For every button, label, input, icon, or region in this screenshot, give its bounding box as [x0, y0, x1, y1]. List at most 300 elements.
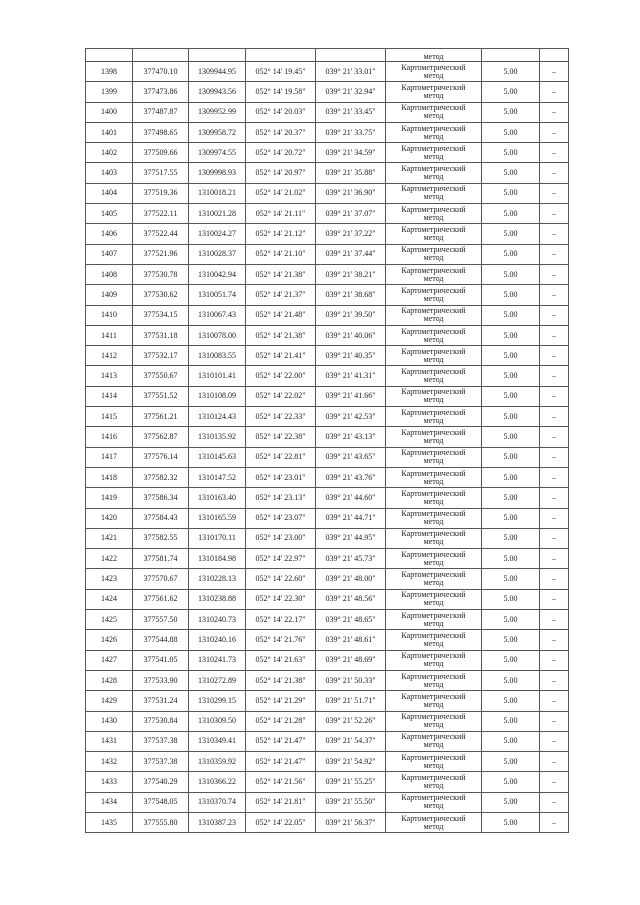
cell-method	[386, 752, 482, 772]
table-row	[86, 630, 569, 650]
cell-method	[386, 285, 482, 305]
cell-point-number: 1428	[86, 670, 133, 690]
cell-dash: –	[540, 528, 569, 548]
method-line-2: метод	[423, 253, 444, 263]
cell-latitude: 052° 14' 22.81"	[246, 447, 316, 467]
cell-longitude: 039° 21' 44.71"	[316, 508, 386, 528]
cell-accuracy: 5.00	[482, 366, 540, 386]
cell-method	[386, 772, 482, 792]
cell-method-partial: метод	[386, 49, 482, 62]
cell-longitude: 039° 21' 48.65"	[316, 610, 386, 630]
cell-method	[386, 569, 482, 589]
method-line-1: Картометрический	[401, 448, 466, 458]
cell-point-number: 1427	[86, 650, 133, 670]
method-line-1: Картометрический	[401, 570, 466, 580]
cell-dash: –	[540, 731, 569, 751]
cell-y: 1310024.27	[189, 224, 246, 244]
cell-x: 377541.05	[133, 650, 189, 670]
method-line-1: Картометрический	[401, 62, 466, 72]
method-line-1: Картометрический	[401, 427, 466, 437]
cell-longitude: 039° 21' 42.53"	[316, 407, 386, 427]
cell-x: 377581.74	[133, 549, 189, 569]
cell-longitude: 039° 21' 51.71"	[316, 691, 386, 711]
cell-dash: –	[540, 508, 569, 528]
cell-point-number: 1409	[86, 285, 133, 305]
cell-point-number: 1422	[86, 549, 133, 569]
cell-accuracy: 5.00	[482, 82, 540, 102]
cell-accuracy: 5.00	[482, 731, 540, 751]
cell-dash: –	[540, 366, 569, 386]
cell-y: 1310184.98	[189, 549, 246, 569]
cell-empty	[482, 49, 540, 62]
cell-point-number: 1401	[86, 122, 133, 142]
method-line-2: метод	[423, 233, 444, 243]
cell-y: 1310349.41	[189, 731, 246, 751]
cell-latitude: 052° 14' 22.38"	[246, 427, 316, 447]
cell-y: 1310021.28	[189, 204, 246, 224]
cell-accuracy: 5.00	[482, 812, 540, 832]
cell-method	[386, 102, 482, 122]
cell-latitude: 052° 14' 23.13"	[246, 488, 316, 508]
cell-latitude: 052° 14' 20.03"	[246, 102, 316, 122]
cell-method	[386, 812, 482, 832]
cell-y: 1310083.55	[189, 346, 246, 366]
cell-latitude: 052° 14' 19.58"	[246, 82, 316, 102]
table-row	[86, 62, 569, 82]
cell-dash: –	[540, 589, 569, 609]
cell-point-number: 1433	[86, 772, 133, 792]
cell-y: 1310108.09	[189, 386, 246, 406]
cell-x: 377586.34	[133, 488, 189, 508]
cell-point-number: 1431	[86, 731, 133, 751]
method-line-1: Картометрический	[401, 326, 466, 336]
method-line-1: Картометрический	[401, 732, 466, 742]
cell-method	[386, 488, 482, 508]
cell-dash: –	[540, 285, 569, 305]
cell-x: 377530.78	[133, 264, 189, 284]
cell-point-number: 1424	[86, 589, 133, 609]
method-line-2: метод	[423, 354, 444, 364]
cell-method	[386, 427, 482, 447]
cell-accuracy: 5.00	[482, 102, 540, 122]
cell-latitude: 052° 14' 21.41"	[246, 346, 316, 366]
method-line-2: метод	[423, 212, 444, 222]
cell-dash: –	[540, 82, 569, 102]
table-row	[86, 772, 569, 792]
cell-x: 377509.66	[133, 143, 189, 163]
cell-accuracy: 5.00	[482, 508, 540, 528]
method-line-2: метод	[423, 192, 444, 202]
cell-accuracy: 5.00	[482, 285, 540, 305]
cell-longitude: 039° 21' 43.76"	[316, 467, 386, 487]
cell-x: 377557.50	[133, 610, 189, 630]
table-row	[86, 792, 569, 812]
method-line-1: Картометрический	[401, 245, 466, 255]
cell-method	[386, 630, 482, 650]
cell-x: 377537.38	[133, 731, 189, 751]
cell-y: 1310147.52	[189, 467, 246, 487]
cell-latitude: 052° 14' 23.00"	[246, 528, 316, 548]
cell-accuracy: 5.00	[482, 163, 540, 183]
cell-y: 1309998.93	[189, 163, 246, 183]
cell-dash: –	[540, 549, 569, 569]
cell-dash: –	[540, 670, 569, 690]
cell-longitude: 039° 21' 41.66"	[316, 386, 386, 406]
cell-accuracy: 5.00	[482, 305, 540, 325]
method-line-1: Картометрический	[401, 367, 466, 377]
table-row	[86, 346, 569, 366]
cell-latitude: 052° 14' 21.47"	[246, 752, 316, 772]
method-line-1: Картометрический	[401, 468, 466, 478]
cell-x: 377533.90	[133, 670, 189, 690]
cell-dash: –	[540, 630, 569, 650]
cell-point-number: 1429	[86, 691, 133, 711]
cell-x: 377562.87	[133, 427, 189, 447]
method-line-1: Картометрический	[401, 164, 466, 174]
cell-point-number: 1435	[86, 812, 133, 832]
cell-method	[386, 224, 482, 244]
cell-y: 1310240.16	[189, 630, 246, 650]
cell-longitude: 039° 21' 55.25"	[316, 772, 386, 792]
cell-x: 377584.43	[133, 508, 189, 528]
cell-longitude: 039° 21' 44.60"	[316, 488, 386, 508]
method-line-2: метод	[423, 172, 444, 182]
cell-latitude: 052° 14' 22.02"	[246, 386, 316, 406]
cell-latitude: 052° 14' 21.10"	[246, 244, 316, 264]
method-line-2: метод	[423, 740, 444, 750]
cell-longitude: 039° 21' 37.07"	[316, 204, 386, 224]
cell-accuracy: 5.00	[482, 467, 540, 487]
cell-dash: –	[540, 691, 569, 711]
cell-accuracy: 5.00	[482, 224, 540, 244]
method-line-1: Картометрический	[401, 529, 466, 539]
method-line-1: Картометрический	[401, 143, 466, 153]
cell-x: 377531.18	[133, 325, 189, 345]
cell-x: 377537.38	[133, 752, 189, 772]
cell-accuracy: 5.00	[482, 630, 540, 650]
method-line-2: метод	[423, 293, 444, 303]
cell-method	[386, 183, 482, 203]
cell-empty	[133, 49, 189, 62]
method-line-1: Картометрический	[401, 590, 466, 600]
cell-accuracy: 5.00	[482, 752, 540, 772]
method-line-2: метод	[423, 273, 444, 283]
table-row	[86, 670, 569, 690]
cell-point-number: 1425	[86, 610, 133, 630]
cell-dash: –	[540, 650, 569, 670]
method-line-1: Картометрический	[401, 712, 466, 722]
cell-accuracy: 5.00	[482, 325, 540, 345]
cell-x: 377532.17	[133, 346, 189, 366]
cell-accuracy: 5.00	[482, 122, 540, 142]
cell-longitude: 039° 21' 34.59"	[316, 143, 386, 163]
table-row	[86, 82, 569, 102]
table-row	[86, 752, 569, 772]
cell-method	[386, 589, 482, 609]
cell-method	[386, 407, 482, 427]
cell-point-number: 1403	[86, 163, 133, 183]
cell-x: 377522.11	[133, 204, 189, 224]
method-line-2: метод	[423, 90, 444, 100]
table-row	[86, 204, 569, 224]
cell-latitude: 052° 14' 21.48"	[246, 305, 316, 325]
cell-dash: –	[540, 711, 569, 731]
cell-y: 1310028.37	[189, 244, 246, 264]
cell-latitude: 052° 14' 21.02"	[246, 183, 316, 203]
cell-point-number: 1430	[86, 711, 133, 731]
cell-longitude: 039° 21' 40.35"	[316, 346, 386, 366]
cell-longitude: 039° 21' 39.50"	[316, 305, 386, 325]
cell-point-number: 1406	[86, 224, 133, 244]
cell-x: 377551.52	[133, 386, 189, 406]
cell-latitude: 052° 14' 23.01"	[246, 467, 316, 487]
cell-x: 377517.55	[133, 163, 189, 183]
method-line-2: метод	[423, 131, 444, 141]
method-line-1: Картометрический	[401, 488, 466, 498]
cell-y: 1310145.63	[189, 447, 246, 467]
cell-y: 1310241.73	[189, 650, 246, 670]
table-row	[86, 407, 569, 427]
table-row	[86, 711, 569, 731]
method-line-2: метод	[423, 395, 444, 405]
cell-x: 377544.88	[133, 630, 189, 650]
method-line-1: Картометрический	[401, 346, 466, 356]
cell-x: 377521.96	[133, 244, 189, 264]
cell-x: 377531.24	[133, 691, 189, 711]
cell-x: 377555.80	[133, 812, 189, 832]
cell-method	[386, 143, 482, 163]
table-row	[86, 447, 569, 467]
cell-y: 1309952.99	[189, 102, 246, 122]
cell-accuracy: 5.00	[482, 346, 540, 366]
cell-point-number: 1418	[86, 467, 133, 487]
cell-y: 1310387.23	[189, 812, 246, 832]
table-row	[86, 305, 569, 325]
method-line-2: метод	[423, 375, 444, 385]
cell-longitude: 039° 21' 43.65"	[316, 447, 386, 467]
cell-empty	[86, 49, 133, 62]
cell-method	[386, 610, 482, 630]
coordinates-table	[85, 48, 569, 833]
cell-latitude: 052° 14' 21.56"	[246, 772, 316, 792]
cell-latitude: 052° 14' 22.05"	[246, 812, 316, 832]
method-line-2: метод	[423, 720, 444, 730]
cell-longitude: 039° 21' 48.00"	[316, 569, 386, 589]
cell-latitude: 052° 14' 21.38"	[246, 264, 316, 284]
cell-dash: –	[540, 812, 569, 832]
cell-y: 1310228.13	[189, 569, 246, 589]
method-line-1: Картометрический	[401, 691, 466, 701]
cell-point-number: 1402	[86, 143, 133, 163]
method-line-1: Картометрический	[401, 285, 466, 295]
cell-accuracy: 5.00	[482, 711, 540, 731]
cell-latitude: 052° 14' 23.07"	[246, 508, 316, 528]
cell-longitude: 039° 21' 50.33"	[316, 670, 386, 690]
coordinates-table-body	[86, 49, 569, 833]
cell-point-number: 1408	[86, 264, 133, 284]
cell-dash: –	[540, 346, 569, 366]
cell-point-number: 1410	[86, 305, 133, 325]
cell-method	[386, 711, 482, 731]
table-row	[86, 122, 569, 142]
method-line-1: Картометрический	[401, 752, 466, 762]
table-row	[86, 143, 569, 163]
cell-longitude: 039° 21' 32.94"	[316, 82, 386, 102]
table-row	[86, 163, 569, 183]
method-line-1: Картометрический	[401, 265, 466, 275]
cell-latitude: 052° 14' 22.30"	[246, 589, 316, 609]
cell-method	[386, 792, 482, 812]
cell-method	[386, 508, 482, 528]
cell-longitude: 039° 21' 55.50"	[316, 792, 386, 812]
cell-longitude: 039° 21' 54.92"	[316, 752, 386, 772]
cell-accuracy: 5.00	[482, 549, 540, 569]
cell-method	[386, 204, 482, 224]
table-row	[86, 610, 569, 630]
table-row	[86, 488, 569, 508]
cell-method	[386, 62, 482, 82]
cell-method	[386, 670, 482, 690]
cell-point-number: 1415	[86, 407, 133, 427]
cell-x: 377582.32	[133, 467, 189, 487]
cell-x: 377576.14	[133, 447, 189, 467]
cell-dash: –	[540, 752, 569, 772]
cell-accuracy: 5.00	[482, 386, 540, 406]
method-line-1: Картометрический	[401, 651, 466, 661]
cell-accuracy: 5.00	[482, 650, 540, 670]
cell-accuracy: 5.00	[482, 670, 540, 690]
cell-y: 1310359.92	[189, 752, 246, 772]
cell-longitude: 039° 21' 35.88"	[316, 163, 386, 183]
method-line-2: метод	[423, 111, 444, 121]
method-line-2: метод	[423, 801, 444, 811]
cell-dash: –	[540, 244, 569, 264]
cell-dash: –	[540, 386, 569, 406]
cell-accuracy: 5.00	[482, 792, 540, 812]
table-row	[86, 569, 569, 589]
cell-longitude: 039° 21' 44.95"	[316, 528, 386, 548]
cell-point-number: 1400	[86, 102, 133, 122]
table-row-partial	[86, 49, 569, 62]
cell-longitude: 039° 21' 56.37"	[316, 812, 386, 832]
cell-y: 1309958.72	[189, 122, 246, 142]
cell-y: 1310366.22	[189, 772, 246, 792]
method-line-2: метод	[423, 659, 444, 669]
method-line-2: метод	[423, 699, 444, 709]
cell-longitude: 039° 21' 48.69"	[316, 650, 386, 670]
cell-point-number: 1434	[86, 792, 133, 812]
cell-y: 1310067.43	[189, 305, 246, 325]
method-line-2: метод	[423, 578, 444, 588]
cell-method	[386, 325, 482, 345]
cell-latitude: 052° 14' 21.47"	[246, 731, 316, 751]
cell-dash: –	[540, 467, 569, 487]
cell-point-number: 1405	[86, 204, 133, 224]
cell-point-number: 1411	[86, 325, 133, 345]
cell-accuracy: 5.00	[482, 569, 540, 589]
cell-accuracy: 5.00	[482, 62, 540, 82]
table-row	[86, 812, 569, 832]
cell-longitude: 039° 21' 33.75"	[316, 122, 386, 142]
cell-point-number: 1420	[86, 508, 133, 528]
cell-y: 1310272.89	[189, 670, 246, 690]
cell-latitude: 052° 14' 22.00"	[246, 366, 316, 386]
cell-accuracy: 5.00	[482, 528, 540, 548]
cell-longitude: 039° 21' 52.26"	[316, 711, 386, 731]
cell-latitude: 052° 14' 22.60"	[246, 569, 316, 589]
cell-latitude: 052° 14' 21.76"	[246, 630, 316, 650]
cell-longitude: 039° 21' 41.31"	[316, 366, 386, 386]
cell-accuracy: 5.00	[482, 589, 540, 609]
cell-x: 377534.15	[133, 305, 189, 325]
cell-dash: –	[540, 183, 569, 203]
cell-y: 1310238.88	[189, 589, 246, 609]
cell-empty	[316, 49, 386, 62]
cell-latitude: 052° 14' 21.81"	[246, 792, 316, 812]
table-row	[86, 102, 569, 122]
cell-dash: –	[540, 143, 569, 163]
cell-x: 377550.67	[133, 366, 189, 386]
method-line-1: Картометрический	[401, 123, 466, 133]
cell-longitude: 039° 21' 37.22"	[316, 224, 386, 244]
cell-longitude: 039° 21' 38.21"	[316, 264, 386, 284]
cell-x: 377540.29	[133, 772, 189, 792]
cell-y: 1310018.21	[189, 183, 246, 203]
cell-latitude: 052° 14' 21.63"	[246, 650, 316, 670]
cell-method	[386, 731, 482, 751]
cell-dash: –	[540, 407, 569, 427]
cell-empty	[189, 49, 246, 62]
cell-dash: –	[540, 122, 569, 142]
cell-accuracy: 5.00	[482, 407, 540, 427]
method-line-2: метод	[423, 638, 444, 648]
cell-longitude: 039° 21' 48.56"	[316, 589, 386, 609]
cell-point-number: 1398	[86, 62, 133, 82]
cell-dash: –	[540, 102, 569, 122]
cell-point-number: 1404	[86, 183, 133, 203]
method-line-2: метод	[423, 151, 444, 161]
method-line-2: метод	[423, 618, 444, 628]
method-line-2: метод	[423, 760, 444, 770]
method-line-1: Картометрический	[401, 82, 466, 92]
cell-dash: –	[540, 62, 569, 82]
cell-dash: –	[540, 792, 569, 812]
cell-accuracy: 5.00	[482, 244, 540, 264]
method-line-2: метод	[423, 821, 444, 831]
cell-longitude: 039° 21' 40.06"	[316, 325, 386, 345]
cell-accuracy: 5.00	[482, 143, 540, 163]
cell-y: 1310309.50	[189, 711, 246, 731]
cell-method	[386, 528, 482, 548]
method-line-1: Картометрический	[401, 509, 466, 519]
cell-latitude: 052° 14' 22.97"	[246, 549, 316, 569]
method-line-2: метод	[423, 456, 444, 466]
table-row	[86, 325, 569, 345]
cell-point-number: 1412	[86, 346, 133, 366]
cell-latitude: 052° 14' 21.29"	[246, 691, 316, 711]
cell-dash: –	[540, 224, 569, 244]
cell-y: 1310163.40	[189, 488, 246, 508]
cell-x: 377487.87	[133, 102, 189, 122]
cell-point-number: 1407	[86, 244, 133, 264]
method-line-2: метод	[423, 496, 444, 506]
table-row	[86, 691, 569, 711]
cell-method	[386, 447, 482, 467]
table-row	[86, 731, 569, 751]
cell-longitude: 039° 21' 33.45"	[316, 102, 386, 122]
cell-point-number: 1417	[86, 447, 133, 467]
cell-latitude: 052° 14' 19.45"	[246, 62, 316, 82]
